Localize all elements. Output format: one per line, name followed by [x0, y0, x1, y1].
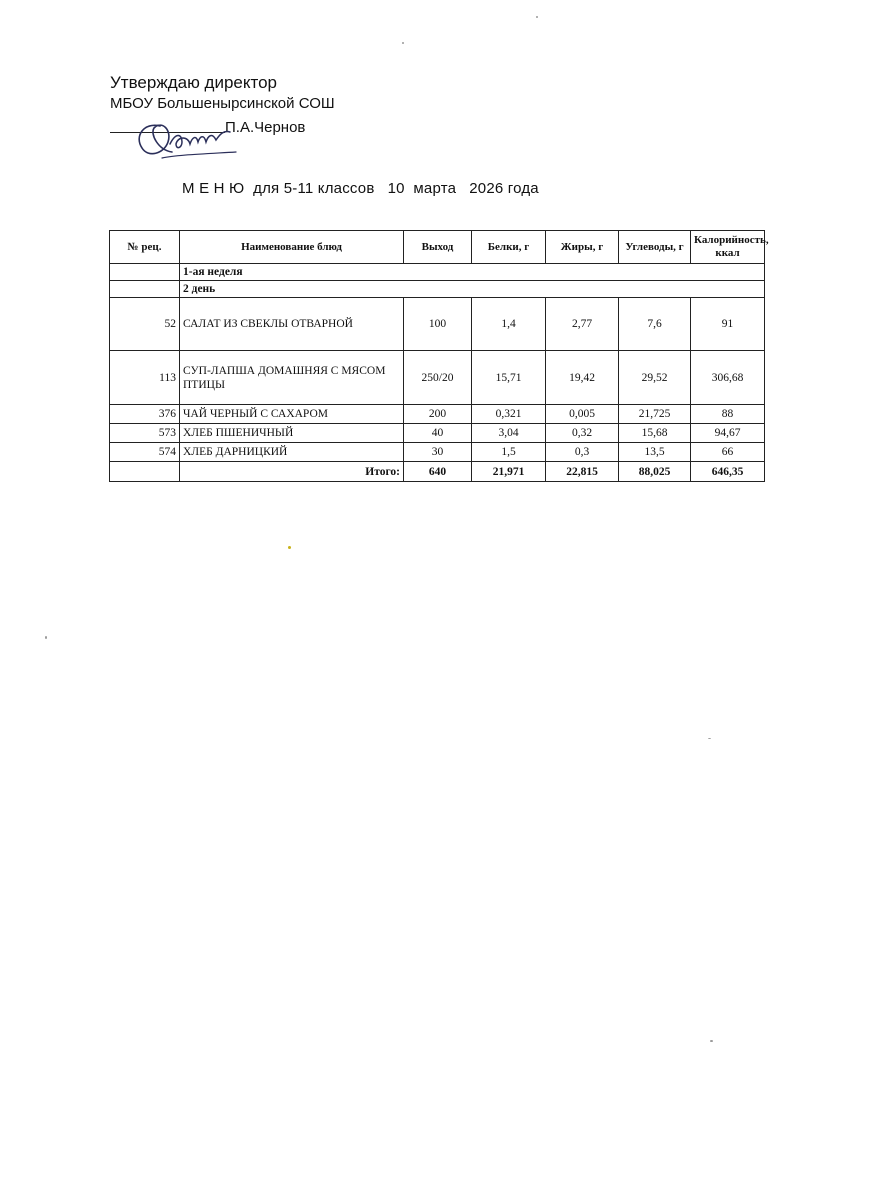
total-calories-cell: 646,35 [691, 462, 765, 482]
recipe-no-cell: 52 [110, 298, 180, 351]
header-calories: Калорийность, ккал [691, 231, 765, 264]
total-fats-cell: 22,815 [546, 462, 619, 482]
menu-title: М Е Н Ю для 5-11 классов 10 марта 2026 года [182, 180, 539, 197]
proteins-cell: 3,04 [472, 424, 546, 443]
portion-cell: 40 [404, 424, 472, 443]
proteins-cell: 15,71 [472, 351, 546, 405]
fats-cell: 0,005 [546, 405, 619, 424]
proteins-cell: 1,5 [472, 443, 546, 462]
header-carbs: Углеводы, г [619, 231, 691, 264]
table-row [110, 424, 765, 443]
recipe-no-cell: 376 [110, 405, 180, 424]
portion-cell: 30 [404, 443, 472, 462]
scan-speck [708, 738, 711, 739]
dish-name-cell: СУП-ЛАПША ДОМАШНЯЯ С МЯСОМ ПТИЦЫ [180, 351, 404, 405]
fats-cell: 0,32 [546, 424, 619, 443]
scan-speck [710, 1040, 713, 1042]
scan-speck [45, 636, 47, 639]
recipe-no-cell: 113 [110, 351, 180, 405]
table-row [110, 351, 765, 405]
portion-cell: 200 [404, 405, 472, 424]
handwritten-signature [132, 108, 242, 168]
carbs-cell: 29,52 [619, 351, 691, 405]
day-label: 2 день [180, 281, 765, 298]
calories-cell: 94,67 [691, 424, 765, 443]
approval-title: Утверждаю директор [110, 73, 278, 92]
header-dish-name: Наименование блюд [180, 231, 404, 264]
dish-name-cell: ХЛЕБ ДАРНИЦКИЙ [180, 443, 404, 462]
signer-name: П.А.Чернов [225, 119, 306, 136]
total-proteins-cell: 21,971 [472, 462, 546, 482]
total-portion-cell: 640 [404, 462, 472, 482]
carbs-cell: 7,6 [619, 298, 691, 351]
fats-cell: 0,3 [546, 443, 619, 462]
scan-speck [402, 42, 404, 44]
header-portion: Выход [404, 231, 472, 264]
header-fats: Жиры, г [546, 231, 619, 264]
total-carbs-cell: 88,025 [619, 462, 691, 482]
header-proteins: Белки, г [472, 231, 546, 264]
day-row-empty-cell [110, 281, 180, 298]
total-row [110, 462, 765, 482]
table-row [110, 298, 765, 351]
total-label: Итого: [180, 462, 404, 482]
scan-speck [536, 16, 538, 18]
fats-cell: 19,42 [546, 351, 619, 405]
menu-table [109, 230, 769, 482]
portion-cell: 100 [404, 298, 472, 351]
dish-name-cell: ХЛЕБ ПШЕНИЧНЫЙ [180, 424, 404, 443]
table-row [110, 443, 765, 462]
week-row [110, 264, 765, 281]
week-row-empty-cell [110, 264, 180, 281]
table-header-row [110, 231, 765, 264]
dish-name-cell: ЧАЙ ЧЕРНЫЙ С САХАРОМ [180, 405, 404, 424]
calories-cell: 66 [691, 443, 765, 462]
scan-speck [288, 546, 291, 549]
calories-cell: 91 [691, 298, 765, 351]
carbs-cell: 15,68 [619, 424, 691, 443]
total-empty-cell [110, 462, 180, 482]
header-recipe-no: № рец. [110, 231, 180, 264]
week-label: 1-ая неделя [180, 264, 765, 281]
dish-name-cell: САЛАТ ИЗ СВЕКЛЫ ОТВАРНОЙ [180, 298, 404, 351]
fats-cell: 2,77 [546, 298, 619, 351]
proteins-cell: 1,4 [472, 298, 546, 351]
proteins-cell: 0,321 [472, 405, 546, 424]
recipe-no-cell: 573 [110, 424, 180, 443]
table-row [110, 405, 765, 424]
carbs-cell: 13,5 [619, 443, 691, 462]
recipe-no-cell: 574 [110, 443, 180, 462]
organization-name: МБОУ Большенырсинской СОШ [110, 95, 335, 112]
day-row [110, 281, 765, 298]
carbs-cell: 21,725 [619, 405, 691, 424]
calories-cell: 306,68 [691, 351, 765, 405]
portion-cell: 250/20 [404, 351, 472, 405]
calories-cell: 88 [691, 405, 765, 424]
